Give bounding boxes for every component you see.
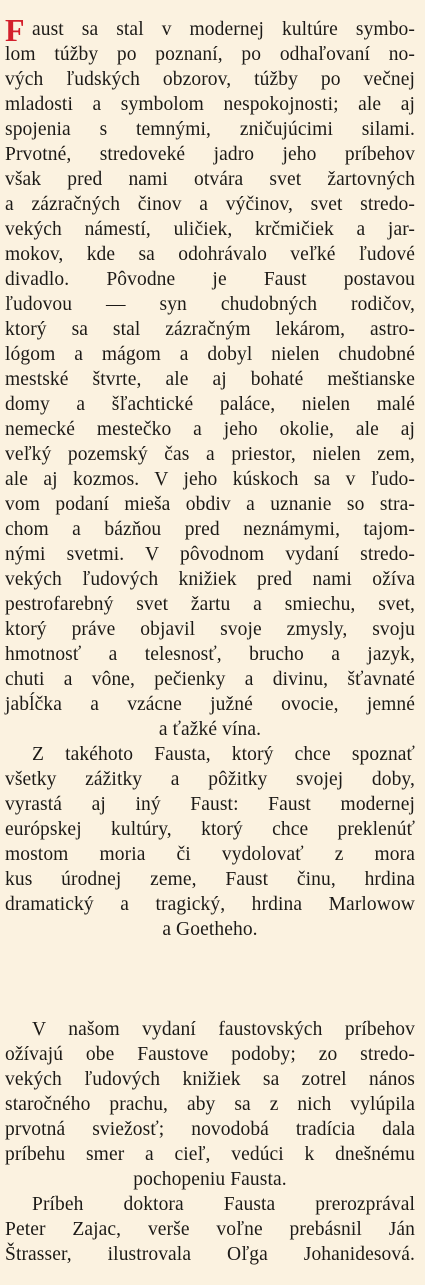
text-line: Prvotné, stredoveké jadro jeho príbehov [5, 144, 415, 165]
text-line: mokov, kde sa odohrávalo veľké ľudové [5, 244, 415, 265]
text-line: vom podaní mieša obdiv a uznanie so stra- [5, 494, 415, 515]
text-line: ktorý sa stal zázračným lekárom, astro- [5, 319, 415, 340]
text-line: ktorý práve objavil svoje zmysly, svoju [5, 619, 415, 640]
text-line: spojenia s temnými, zničujúcimi silami. [5, 119, 415, 140]
text-line: ľudovou — syn chudobných rodičov, [5, 294, 415, 315]
text-line: kus úrodnej zeme, Faust činu, hrdina [5, 869, 415, 890]
text-line: nými svetmi. V pôvodnom vydaní stredo- [5, 544, 415, 565]
text-line: divadlo. Pôvodne je Faust postavou [5, 269, 415, 290]
text-line: Štrasser, ilustrovala Oľga Johanidesová. [5, 1244, 415, 1265]
text-line: lom túžby po poznaní, po odhaľovaní no- [5, 44, 415, 65]
drop-cap: F [5, 12, 25, 48]
text-line: a ťažké vína. [158, 719, 262, 740]
text-line: vyrastá aj iný Faust: Faust modernej [5, 794, 415, 815]
text-line: ožívajú obe Faustove podoby; zo stredo- [5, 1044, 415, 1065]
text-line: vekých námestí, uličiek, krčmičiek a jar- [5, 219, 415, 240]
text-line: nemecké mestečko a jeho okolie, ale aj [5, 419, 415, 440]
text-line: hmotnosť a telesnosť, brucho a jazyk, [5, 644, 415, 665]
text-line: ale aj kozmos. V jeho kúskoch sa v ľudo- [5, 469, 415, 490]
text-line: vých ľudských obzorov, túžby po večnej [5, 69, 415, 90]
text-line: všetky zážitky a pôžitky svojej doby, [5, 769, 415, 790]
text-line: staročného prachu, aby sa z nich vylúpila [5, 1094, 415, 1115]
text-line: aust sa stal v modernej kultúre symbo- [32, 19, 415, 40]
text-line: lógom a mágom a dobyl nielen chudobné [5, 344, 415, 365]
text-line: vekých ľudových knižiek sa zotrel nános [5, 1069, 415, 1090]
text-line: a Goetheho. [162, 919, 258, 940]
text-line: pochopeniu Fausta. [133, 1169, 287, 1190]
text-line: pestrofarebný svet žartu a smiechu, svet, [5, 594, 415, 615]
text-line: chuti a vône, pečienky a divinu, šťavnaté [5, 669, 415, 690]
text-line: veľký pozemský čas a priestor, nielen zem, [5, 444, 415, 465]
text-line: mestské štvrte, ale aj bohaté meštianske [5, 369, 415, 390]
text-line: vekých ľudových knižiek pred nami ožíva [5, 569, 415, 590]
text-line: a zázračných činov a výčinov, svet stredo- [5, 194, 415, 215]
text-line: príbehu smer a cieľ, vedúci k dnešnému [5, 1144, 415, 1165]
text-line: jabĺčka a vzácne južné ovocie, jemné [5, 694, 415, 715]
text-line: mostom moria či vydolovať z mora [5, 844, 415, 865]
text-line: Z takéhoto Fausta, ktorý chce spoznať [32, 744, 415, 765]
text-line: chom a bázňou pred neznámymi, tajom- [5, 519, 415, 540]
text-line: mladosti a symbolom nespokojnosti; ale aj [5, 94, 415, 115]
text-line: dramatický a tragický, hrdina Marlowow [5, 894, 415, 915]
text-line: prvotná sviežosť; novodobá tradícia dala [5, 1119, 415, 1140]
text-line: európskej kultúry, ktorý chce preklenúť [5, 819, 415, 840]
text-line: Peter Zajac, verše voľne prebásnil Ján [5, 1219, 415, 1240]
text-line: domy a šľachtické paláce, nielen malé [5, 394, 415, 415]
text-line: však pred nami otvára svet žartovných [5, 169, 415, 190]
text-line: V našom vydaní faustovských príbehov [32, 1019, 415, 1040]
text-line: Príbeh doktora Fausta prerozprával [32, 1194, 415, 1215]
